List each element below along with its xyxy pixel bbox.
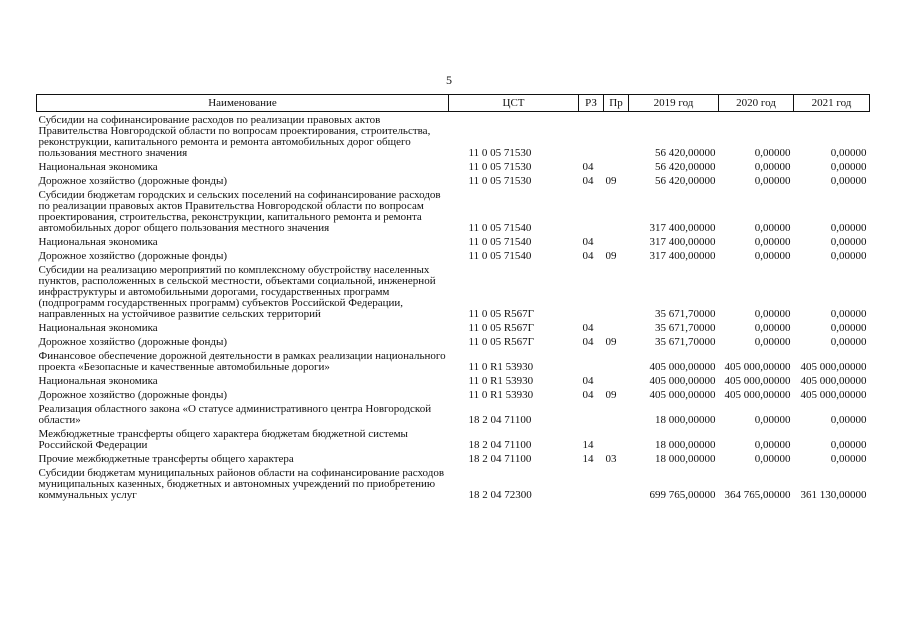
- table-row: [37, 190, 870, 237]
- cell-2019: 405 000,00000: [649, 375, 716, 387]
- cell-rz: [579, 468, 604, 504]
- cell-name: Субсидии на реализацию мероприятий по комплексному обустройству населенных пунктов, расположенных в сельской местности, объектами социальной, инженерной инфраструктуры и автомобильными дорогами, государственных программ (подпрограмм государственных программ) субъектов Российской Федерации, направленных на устойчивое развитие сельских территорий: [38, 264, 436, 320]
- cell-name: Дорожное хозяйство (дорожные фонды): [38, 336, 228, 348]
- cell-pr: [604, 429, 629, 454]
- cell-2019: 56 420,00000: [655, 161, 716, 173]
- cell-cst: 11 0 05 71530: [468, 175, 532, 187]
- cell-name: Финансовое обеспечение дорожной деятельности в рамках реализации национального проекта «Безопасные и качественные автомобильные дороги»: [38, 350, 446, 373]
- header-rz: РЗ: [579, 95, 604, 112]
- cell-2019: 18 000,00000: [655, 439, 716, 451]
- cell-cst: 11 0 05 71540: [468, 250, 532, 262]
- cell-2021: 0,00000: [830, 414, 867, 426]
- cell-pr: [604, 376, 629, 390]
- cell-2019: 56 420,00000: [655, 147, 716, 159]
- cell-2020: 405 000,00000: [724, 389, 791, 401]
- cell-pr: [604, 190, 629, 237]
- cell-rz: [579, 404, 604, 429]
- cell-name: Прочие межбюджетные трансферты общего характера: [38, 453, 294, 465]
- cell-2021: 0,00000: [830, 322, 867, 334]
- cell-pr: [604, 112, 629, 163]
- cell-2020: 0,00000: [754, 236, 791, 248]
- table-row: [37, 237, 870, 251]
- table-row: [37, 251, 870, 265]
- cell-2021: 0,00000: [830, 336, 867, 348]
- cell-2021: 361 130,00000: [800, 489, 867, 501]
- cell-2020: 0,00000: [754, 322, 791, 334]
- cell-name: Реализация областного закона «О статусе административного центра Новгородской области»: [38, 403, 432, 426]
- cell-rz: 04: [582, 375, 594, 387]
- cell-2019: 35 671,70000: [655, 336, 716, 348]
- cell-2020: 405 000,00000: [724, 375, 791, 387]
- cell-2019: 18 000,00000: [655, 414, 716, 426]
- cell-pr: [604, 162, 629, 176]
- header-pr: Пр: [604, 95, 629, 112]
- cell-2020: 0,00000: [754, 147, 791, 159]
- cell-rz: [579, 265, 604, 323]
- cell-rz: 04: [582, 236, 594, 248]
- cell-2019: 317 400,00000: [649, 250, 716, 262]
- cell-2021: 0,00000: [830, 250, 867, 262]
- cell-2021: 405 000,00000: [800, 361, 867, 373]
- table-row: [37, 429, 870, 454]
- cell-2020: 0,00000: [754, 175, 791, 187]
- cell-pr: 03: [605, 453, 617, 465]
- table-row: [37, 454, 870, 468]
- cell-pr: 09: [605, 250, 617, 262]
- table-row: [37, 162, 870, 176]
- header-2021: 2021 год: [794, 95, 870, 112]
- cell-name: Субсидии бюджетам городских и сельских поселений на софинансирование расходов по реализации правовых актов Правительства Новгородской области по вопросам проектирования, строительства, реконструкции, капитального ремонта и ремонта автомобильных дорог общего пользования местного значения: [38, 189, 441, 234]
- cell-2021: 0,00000: [830, 175, 867, 187]
- cell-name: Межбюджетные трансферты общего характера бюджетам бюджетной системы Российской Федерации: [38, 428, 408, 451]
- header-name: Наименование: [37, 95, 449, 112]
- table-row: [37, 337, 870, 351]
- cell-2021: 0,00000: [830, 161, 867, 173]
- cell-cst: 11 0 05 71540: [468, 236, 532, 248]
- cell-pr: [604, 237, 629, 251]
- cell-cst: 18 2 04 71100: [468, 453, 532, 465]
- cell-name: Национальная экономика: [38, 161, 158, 173]
- cell-2019: 699 765,00000: [649, 489, 716, 501]
- cell-rz: [579, 351, 604, 376]
- cell-cst: 11 0 R1 53930: [468, 389, 534, 401]
- cell-2021: 0,00000: [830, 453, 867, 465]
- cell-cst: 11 0 05 R567Г: [468, 322, 535, 334]
- cell-2020: 0,00000: [754, 161, 791, 173]
- cell-2021: 0,00000: [830, 222, 867, 234]
- cell-cst: 18 2 04 72300: [468, 489, 532, 501]
- cell-name: Национальная экономика: [38, 375, 158, 387]
- table-row: [37, 112, 870, 163]
- cell-pr: [604, 351, 629, 376]
- cell-rz: 04: [582, 161, 594, 173]
- cell-2020: 0,00000: [754, 453, 791, 465]
- cell-name: Субсидии на софинансирование расходов по реализации правовых актов Правительства Новгородской области по вопросам проектирования, строительства, реконструкции, капитального ремонта и ремонта автомобильных дорог общего пользования местного значения: [38, 114, 431, 159]
- table-row: [37, 468, 870, 504]
- cell-2020: 0,00000: [754, 308, 791, 320]
- table-row: [37, 176, 870, 190]
- cell-rz: [579, 112, 604, 163]
- cell-2021: 405 000,00000: [800, 375, 867, 387]
- cell-pr: [604, 323, 629, 337]
- cell-2021: 0,00000: [830, 236, 867, 248]
- cell-rz: 04: [582, 175, 594, 187]
- cell-name: Национальная экономика: [38, 236, 158, 248]
- cell-rz: 04: [582, 389, 594, 401]
- cell-rz: [579, 190, 604, 237]
- cell-name: Субсидии бюджетам муниципальных районов области на софинансирование расходов муниципальных казенных, бюджетных и автономных учреждений по приобретению коммунальных услуг: [38, 467, 445, 501]
- cell-cst: 11 0 05 71540: [468, 222, 532, 234]
- cell-2019: 35 671,70000: [655, 322, 716, 334]
- cell-2019: 317 400,00000: [649, 236, 716, 248]
- table-row: [37, 404, 870, 429]
- cell-2021: 0,00000: [830, 147, 867, 159]
- cell-cst: 11 0 05 R567Г: [468, 308, 535, 320]
- cell-rz: 14: [582, 453, 594, 465]
- cell-pr: [604, 265, 629, 323]
- cell-2019: 317 400,00000: [649, 222, 716, 234]
- header-2019: 2019 год: [629, 95, 719, 112]
- cell-cst: 11 0 05 71530: [468, 147, 532, 159]
- cell-2019: 18 000,00000: [655, 453, 716, 465]
- cell-2019: 35 671,70000: [655, 308, 716, 320]
- cell-2019: 405 000,00000: [649, 361, 716, 373]
- table-row: [37, 376, 870, 390]
- table-row: [37, 390, 870, 404]
- cell-pr: [604, 404, 629, 429]
- cell-rz: 04: [582, 250, 594, 262]
- cell-name: Дорожное хозяйство (дорожные фонды): [38, 250, 228, 262]
- cell-rz: 04: [582, 322, 594, 334]
- cell-2020: 0,00000: [754, 439, 791, 451]
- budget-table: [36, 94, 870, 504]
- cell-pr: 09: [605, 175, 617, 187]
- cell-cst: 18 2 04 71100: [468, 439, 532, 451]
- table-row: [37, 351, 870, 376]
- header-2020: 2020 год: [719, 95, 794, 112]
- cell-cst: 11 0 R1 53930: [468, 375, 534, 387]
- table-row: [37, 323, 870, 337]
- cell-2021: 405 000,00000: [800, 389, 867, 401]
- cell-name: Дорожное хозяйство (дорожные фонды): [38, 389, 228, 401]
- page-number: 5: [446, 73, 452, 87]
- header-cst: ЦСТ: [449, 95, 579, 112]
- cell-cst: 11 0 R1 53930: [468, 361, 534, 373]
- cell-name: Дорожное хозяйство (дорожные фонды): [38, 175, 228, 187]
- cell-pr: 09: [605, 389, 617, 401]
- cell-pr: 09: [605, 336, 617, 348]
- cell-2020: 364 765,00000: [724, 489, 791, 501]
- cell-2021: 0,00000: [830, 308, 867, 320]
- cell-2020: 0,00000: [754, 222, 791, 234]
- cell-cst: 18 2 04 71100: [468, 414, 532, 426]
- cell-cst: 11 0 05 R567Г: [468, 336, 535, 348]
- cell-rz: 14: [582, 439, 594, 451]
- cell-2021: 0,00000: [830, 439, 867, 451]
- cell-pr: [604, 468, 629, 504]
- cell-2020: 405 000,00000: [724, 361, 791, 373]
- cell-2019: 56 420,00000: [655, 175, 716, 187]
- table-row: [37, 265, 870, 323]
- cell-2020: 0,00000: [754, 336, 791, 348]
- cell-2019: 405 000,00000: [649, 389, 716, 401]
- table-header-row: [37, 95, 870, 112]
- cell-rz: 04: [582, 336, 594, 348]
- cell-2020: 0,00000: [754, 250, 791, 262]
- cell-name: Национальная экономика: [38, 322, 158, 334]
- cell-cst: 11 0 05 71530: [468, 161, 532, 173]
- cell-2020: 0,00000: [754, 414, 791, 426]
